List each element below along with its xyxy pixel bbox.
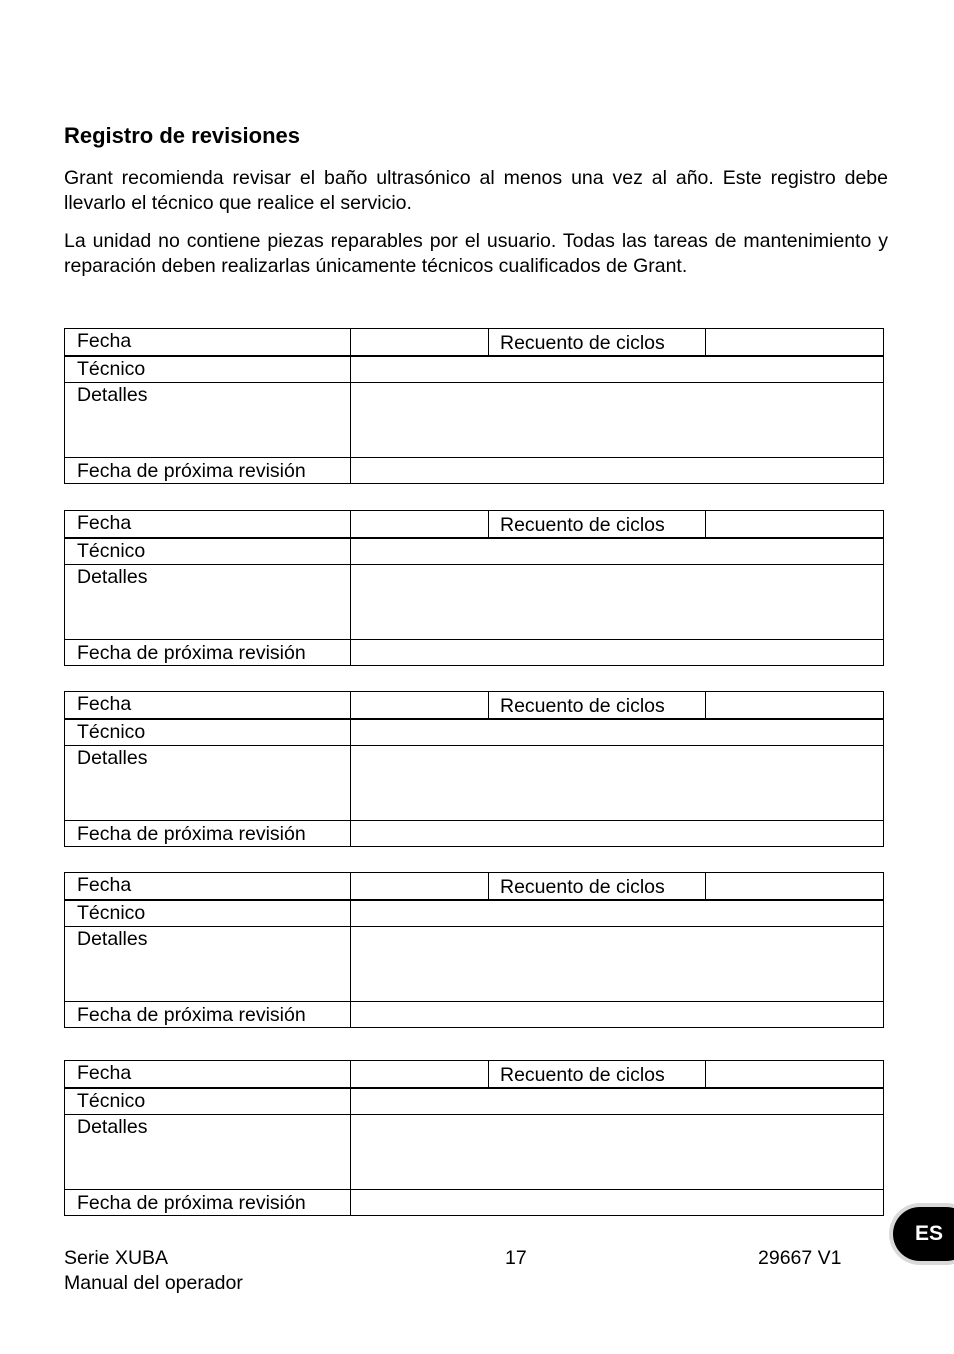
- language-badge: ES: [893, 1207, 954, 1261]
- cycle-count-label: Recuento de ciclos: [500, 514, 665, 536]
- cycle-count-field[interactable]: [706, 1061, 883, 1087]
- fecha-label: Fecha: [77, 1062, 132, 1084]
- table-rule: [488, 873, 489, 900]
- footer-series: Serie XUBA: [64, 1247, 169, 1269]
- footer-doc-code: 29667 V1: [758, 1247, 842, 1269]
- table-rule: [488, 1061, 489, 1088]
- fecha-field[interactable]: [351, 329, 488, 355]
- revision-record: [64, 1060, 884, 1216]
- table-rule: [488, 511, 489, 538]
- details-label: Detalles: [77, 747, 148, 769]
- technician-label: Técnico: [77, 902, 146, 924]
- fecha-field[interactable]: [351, 511, 488, 537]
- details-label: Detalles: [77, 566, 148, 588]
- footer-manual: Manual del operador: [64, 1272, 243, 1294]
- details-field[interactable]: [351, 565, 883, 639]
- next-revision-label: Fecha de próxima revisión: [77, 642, 306, 664]
- intro-paragraph: Grant recomienda revisar el baño ultrasónico al menos una vez al año. Este registro debe llevarlo el técnico que realice el servicio.: [64, 167, 888, 214]
- details-label: Detalles: [77, 384, 148, 406]
- service-paragraph: La unidad no contiene piezas reparables por el usuario. Todas las tareas de mantenimiento y reparación deben realizarlas únicamente técnicos cualificados de Grant.: [64, 230, 888, 277]
- revision-record: [64, 691, 884, 847]
- details-field[interactable]: [351, 383, 883, 457]
- technician-field[interactable]: [351, 357, 883, 382]
- revision-record: [64, 510, 884, 666]
- next-revision-label: Fecha de próxima revisión: [77, 1004, 306, 1026]
- table-rule: [488, 692, 489, 719]
- revision-record: [64, 872, 884, 1028]
- technician-label: Técnico: [77, 1090, 146, 1112]
- technician-label: Técnico: [77, 358, 146, 380]
- fecha-field[interactable]: [351, 1061, 488, 1087]
- page-title: Registro de revisiones: [64, 123, 300, 148]
- footer-page-number: 17: [505, 1247, 527, 1269]
- cycle-count-field[interactable]: [706, 329, 883, 355]
- cycle-count-label: Recuento de ciclos: [500, 1064, 665, 1086]
- table-rule: [488, 329, 489, 356]
- next-revision-field[interactable]: [351, 640, 883, 665]
- technician-field[interactable]: [351, 539, 883, 564]
- cycle-count-label: Recuento de ciclos: [500, 876, 665, 898]
- details-label: Detalles: [77, 928, 148, 950]
- fecha-label: Fecha: [77, 693, 132, 715]
- next-revision-field[interactable]: [351, 1190, 883, 1215]
- fecha-label: Fecha: [77, 512, 132, 534]
- details-field[interactable]: [351, 746, 883, 820]
- fecha-field[interactable]: [351, 692, 488, 718]
- revision-record: [64, 328, 884, 484]
- next-revision-field[interactable]: [351, 1002, 883, 1027]
- next-revision-label: Fecha de próxima revisión: [77, 823, 306, 845]
- fecha-field[interactable]: [351, 873, 488, 899]
- next-revision-label: Fecha de próxima revisión: [77, 1192, 306, 1214]
- details-field[interactable]: [351, 1115, 883, 1189]
- cycle-count-field[interactable]: [706, 511, 883, 537]
- next-revision-field[interactable]: [351, 821, 883, 846]
- cycle-count-field[interactable]: [706, 692, 883, 718]
- cycle-count-label: Recuento de ciclos: [500, 332, 665, 354]
- details-label: Detalles: [77, 1116, 148, 1138]
- technician-field[interactable]: [351, 720, 883, 745]
- next-revision-field[interactable]: [351, 458, 883, 483]
- cycle-count-label: Recuento de ciclos: [500, 695, 665, 717]
- details-field[interactable]: [351, 927, 883, 1001]
- fecha-label: Fecha: [77, 330, 132, 352]
- cycle-count-field[interactable]: [706, 873, 883, 899]
- next-revision-label: Fecha de próxima revisión: [77, 460, 306, 482]
- technician-field[interactable]: [351, 901, 883, 926]
- fecha-label: Fecha: [77, 874, 132, 896]
- technician-label: Técnico: [77, 721, 146, 743]
- technician-label: Técnico: [77, 540, 146, 562]
- technician-field[interactable]: [351, 1089, 883, 1114]
